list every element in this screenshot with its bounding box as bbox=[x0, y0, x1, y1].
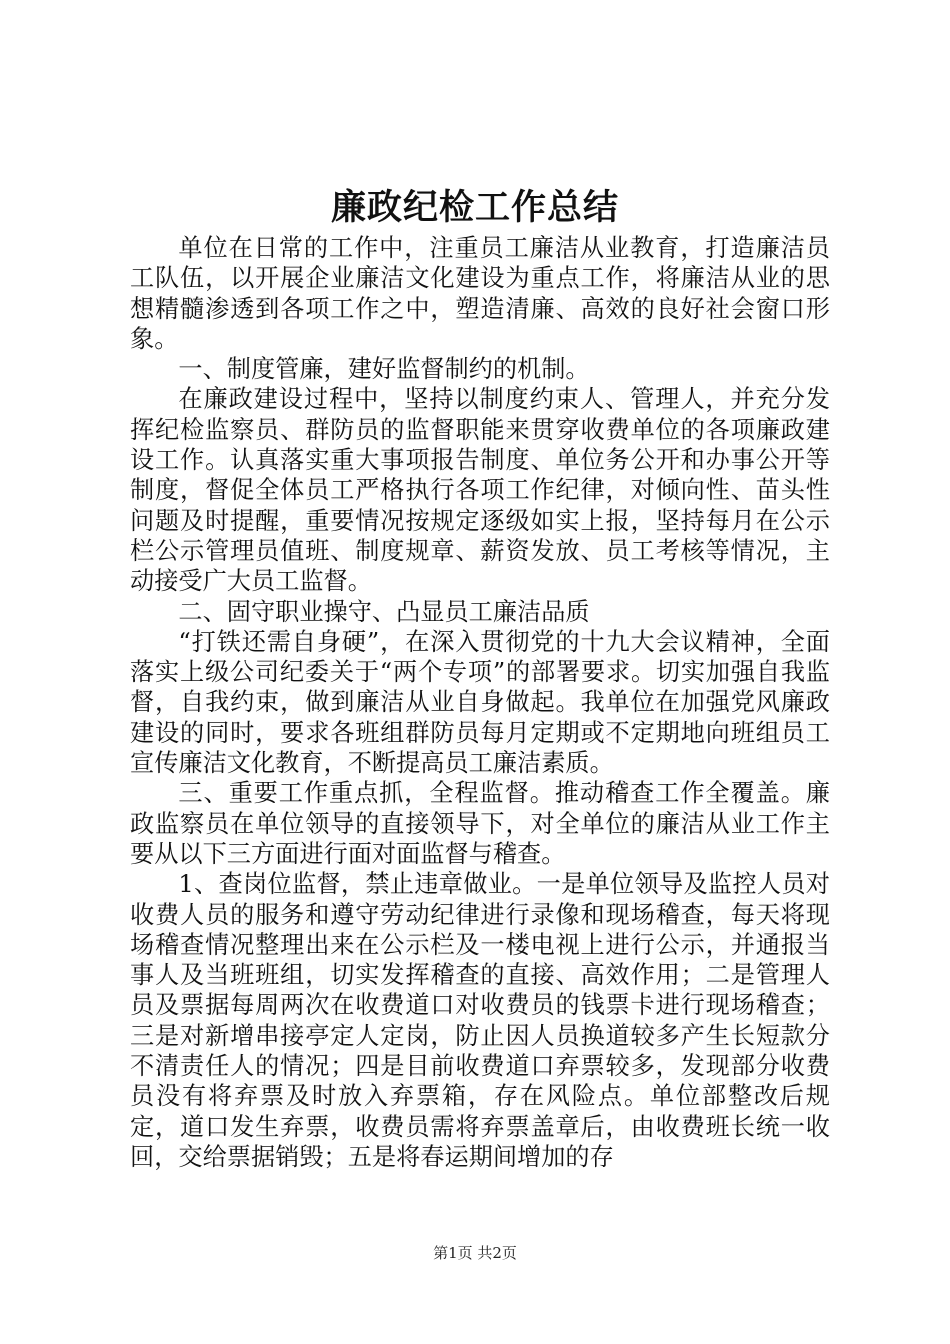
document-body bbox=[130, 233, 830, 1172]
document-title: 廉政纪检工作总结 bbox=[330, 187, 619, 228]
section-heading-2: 二、固守职业操守、凸显员工廉洁品质 bbox=[178, 597, 590, 626]
paragraph-section-2: “打铁还需自身硬”，在深入贯彻党的十九大会议精神，全面落实上级公司纪委关于“两个专项”的部署要求。切实加强自我监督，自我约束，做到廉洁从业自身做起。我单位在加强党风廉政建设的同时，要求各班组群防员每月定期或不定期地向班组员工宣传廉洁文化教育，不断提高员工廉洁素质。 bbox=[130, 627, 830, 778]
paragraph-intro: 单位在日常的工作中，注重员工廉洁从业教育，打造廉洁员工队伍，以开展企业廉洁文化建设为重点工作，将廉洁从业的思想精髓渗透到各项工作之中，塑造清廉、高效的良好社会窗口形象。 bbox=[130, 234, 830, 353]
paragraph-section-1: 在廉政建设过程中，坚持以制度约束人、管理人，并充分发挥纪检监察员、群防员的监督职能来贯穿收费单位的各项廉政建设工作。认真落实重大事项报告制度、单位务公开和办事公开等制度，督促全体员工严格执行各项工作纪律，对倾向性、苗头性问题及时提醒，重要情况按规定逐级如实上报，坚持每月在公示栏公示管理员值班、制度规章、薪资发放、员工考核等情况，主动接受广大员工监督。 bbox=[130, 385, 830, 596]
section-heading-1: 一、制度管廉，建好监督制约的机制。 bbox=[178, 355, 590, 384]
page-number-footer: 第1页 共2页 bbox=[433, 1244, 517, 1262]
paragraph-item-1: 1、查岗位监督，禁止违章做业。一是单位领导及监控人员对收费人员的服务和遵守劳动纪律进行录像和现场稽查，每天将现场稽查情况整理出来在公示栏及一楼电视上进行公示，并通报当事人及当班班组，切实发挥稽查的直接、高效作用；二是管理人员及票据每周两次在收费道口对收费员的钱票卡进行现场稽查；三是对新增串接亭定人定岗，防止因人员换道较多产生长短款分不清责任人的情况；四是目前收费道口弃票较多，发现部分收费员没有将弃票及时放入弃票箱，存在风险点。单位部整改后规定，道口发生弃票，收费员需将弃票盖章后，由收费班长统一收回，交给票据销毁；五是将春运期间增加的存 bbox=[130, 870, 830, 1171]
section-heading-3: 三、重要工作重点抓，全程监督。推动稽查工作全覆盖。廉政监察员在单位领导的直接领导下，对全单位的廉洁从业工作主要从以下三方面进行面对面监督与稽查。 bbox=[130, 779, 830, 868]
